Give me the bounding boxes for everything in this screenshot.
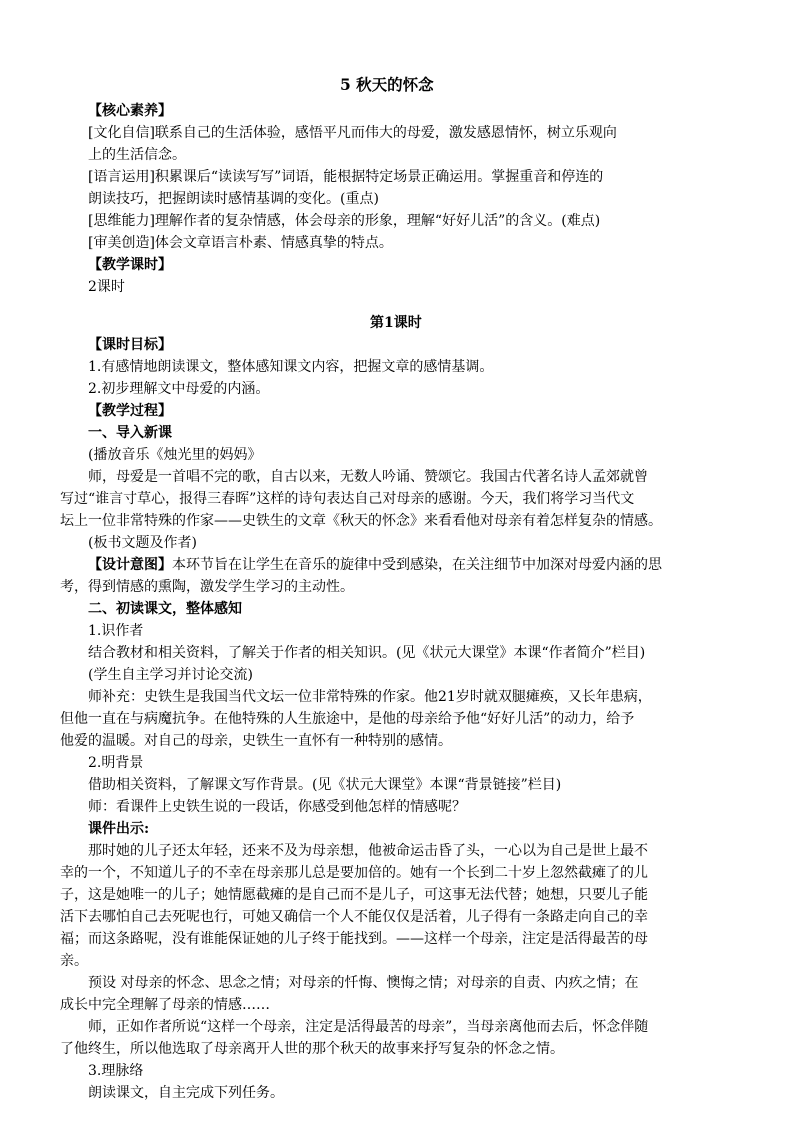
- core-literacy-item-cont: 朗读技巧，把握朗读时感情基调的变化。(重点): [88, 191, 379, 207]
- section-heading: 一、导入新课: [88, 425, 172, 441]
- paragraph-line: 师，母爱是一首唱不完的歌，自古以来，无数人吟诵、赞颂它。我国古代著名诗人孟郊就曾: [88, 469, 648, 485]
- paragraph-line: 结合教材和相关资料，了解关于作者的相关知识。(见《状元大课堂》本课“作者简介”栏目): [88, 645, 646, 661]
- quote-line: 亲。: [60, 953, 88, 969]
- quote-line: 子，这是她唯一的儿子；她情愿截瘫的是自己而不是儿子，可这事无法代替；她想，只要儿子能: [60, 887, 648, 903]
- teaching-hours-heading: 【教学课时】: [88, 257, 172, 273]
- paragraph-line: (板书文题及作者): [88, 535, 197, 551]
- teaching-hours-value: 2课时: [88, 279, 125, 295]
- core-literacy-item-cont: 上的生活信念。: [88, 147, 186, 163]
- core-literacy-item: [审美创造]体会文章语言朴素、情感真挚的特点。: [88, 235, 393, 251]
- sub-heading: 3.理脉络: [88, 1063, 144, 1079]
- lesson-goal: 2.初步理解文中母爱的内涵。: [88, 381, 270, 397]
- teaching-process-heading: 【教学过程】: [88, 403, 172, 419]
- paragraph-line: 坛上一位非常特殊的作家——史铁生的文章《秋天的怀念》来看看他对母亲有着怎样复杂的情感。: [60, 513, 662, 529]
- paragraph-line: (播放音乐《烛光里的妈妈》: [88, 447, 262, 463]
- design-intent-line: [88, 555, 662, 576]
- quote-line: 福；而这条路呢，没有谁能保证她的儿子终于能找到。——这样一个母亲，注定是活得最苦的母: [60, 931, 648, 947]
- lesson-goal: 1.有感情地朗读课文，整体感知课文内容，把握文章的感情基调。: [88, 359, 494, 375]
- sub-heading: 1.识作者: [88, 623, 144, 639]
- sub-heading: 2.明背景: [88, 755, 144, 771]
- design-intent-label: 【设计意图】: [88, 557, 172, 573]
- courseware-label: 课件出示:: [88, 821, 150, 837]
- paragraph-line: 写过“谁言寸草心，报得三春晖”这样的诗句表达自己对母亲的感谢。今天，我们将学习当代文: [60, 491, 635, 507]
- quote-line: 幸的一个，不知道儿子的不幸在母亲那儿总是要加倍的。她有一个长到二十岁上忽然截瘫了的儿: [60, 865, 648, 881]
- paragraph-line: 考，得到情感的熏陶，激发学生学习的主动性。: [60, 579, 354, 595]
- core-literacy-item: [文化自信]联系自己的生活体验，感悟平凡而伟大的母爱，激发感恩情怀，树立乐观向: [88, 125, 617, 141]
- section-heading: 二、初读课文，整体感知: [88, 601, 242, 617]
- paragraph-line: 师补充：史铁生是我国当代文坛一位非常特殊的作家。他21岁时就双腿瘫痪，又长年患病，: [88, 689, 652, 705]
- paragraph-line: 师，正如作者所说“这样一个母亲，注定是活得最苦的母亲”，当母亲离他而去后，怀念伴随: [88, 1019, 649, 1035]
- paragraph-line: 师：看课件上史铁生说的一段话，你感受到他怎样的情感呢？: [88, 799, 466, 815]
- paragraph-line: 但他一直在与病魔抗争。在他特殊的人生旅途中，是他的母亲给予他“好好儿活”的动力，给予: [60, 711, 635, 727]
- document-title: 5 秋天的怀念: [340, 75, 434, 94]
- paragraph-line: 朗读课文，自主完成下列任务。: [88, 1085, 284, 1101]
- design-intent-text: 本环节旨在让学生在音乐的旋律中受到感染，在关注细节中加深对母爱内涵的思: [172, 557, 662, 573]
- core-literacy-item: [思维能力]理解作者的复杂情感，体会母亲的形象，理解“好好儿活”的含义。(难点): [88, 213, 601, 229]
- paragraph-line: 他爱的温暖。对自己的母亲，史铁生一直怀有一种特别的感情。: [60, 733, 452, 749]
- paragraph-line: 预设 对母亲的怀念、思念之情；对母亲的忏悔、懊悔之情；对母亲的自责、内疚之情；在: [88, 975, 639, 991]
- lesson-heading: 第1课时: [370, 315, 422, 331]
- core-literacy-item: [语言运用]积累课后“读读写写”词语，能根据特定场景正确运用。掌握重音和停连的: [88, 169, 604, 185]
- lesson-goals-heading: 【课时目标】: [88, 337, 172, 353]
- paragraph-line: 成长中完全理解了母亲的情感……: [60, 997, 270, 1013]
- quote-line: 那时她的儿子还太年轻，还来不及为母亲想，他被命运击昏了头，一心以为自己是世上最不: [88, 843, 648, 859]
- core-literacy-heading: 【核心素养】: [88, 103, 172, 119]
- paragraph-line: 借助相关资料，了解课文写作背景。(见《状元大课堂》本课“背景链接”栏目): [88, 777, 562, 793]
- paragraph-line: 了他终生，所以他选取了母亲离开人世的那个秋天的故事来抒写复杂的怀念之情。: [60, 1041, 564, 1057]
- paragraph-line: (学生自主学习并讨论交流): [88, 667, 253, 683]
- quote-line: 活下去哪怕自己去死呢也行，可她又确信一个人不能仅仅是活着，儿子得有一条路走向自己的幸: [60, 909, 648, 925]
